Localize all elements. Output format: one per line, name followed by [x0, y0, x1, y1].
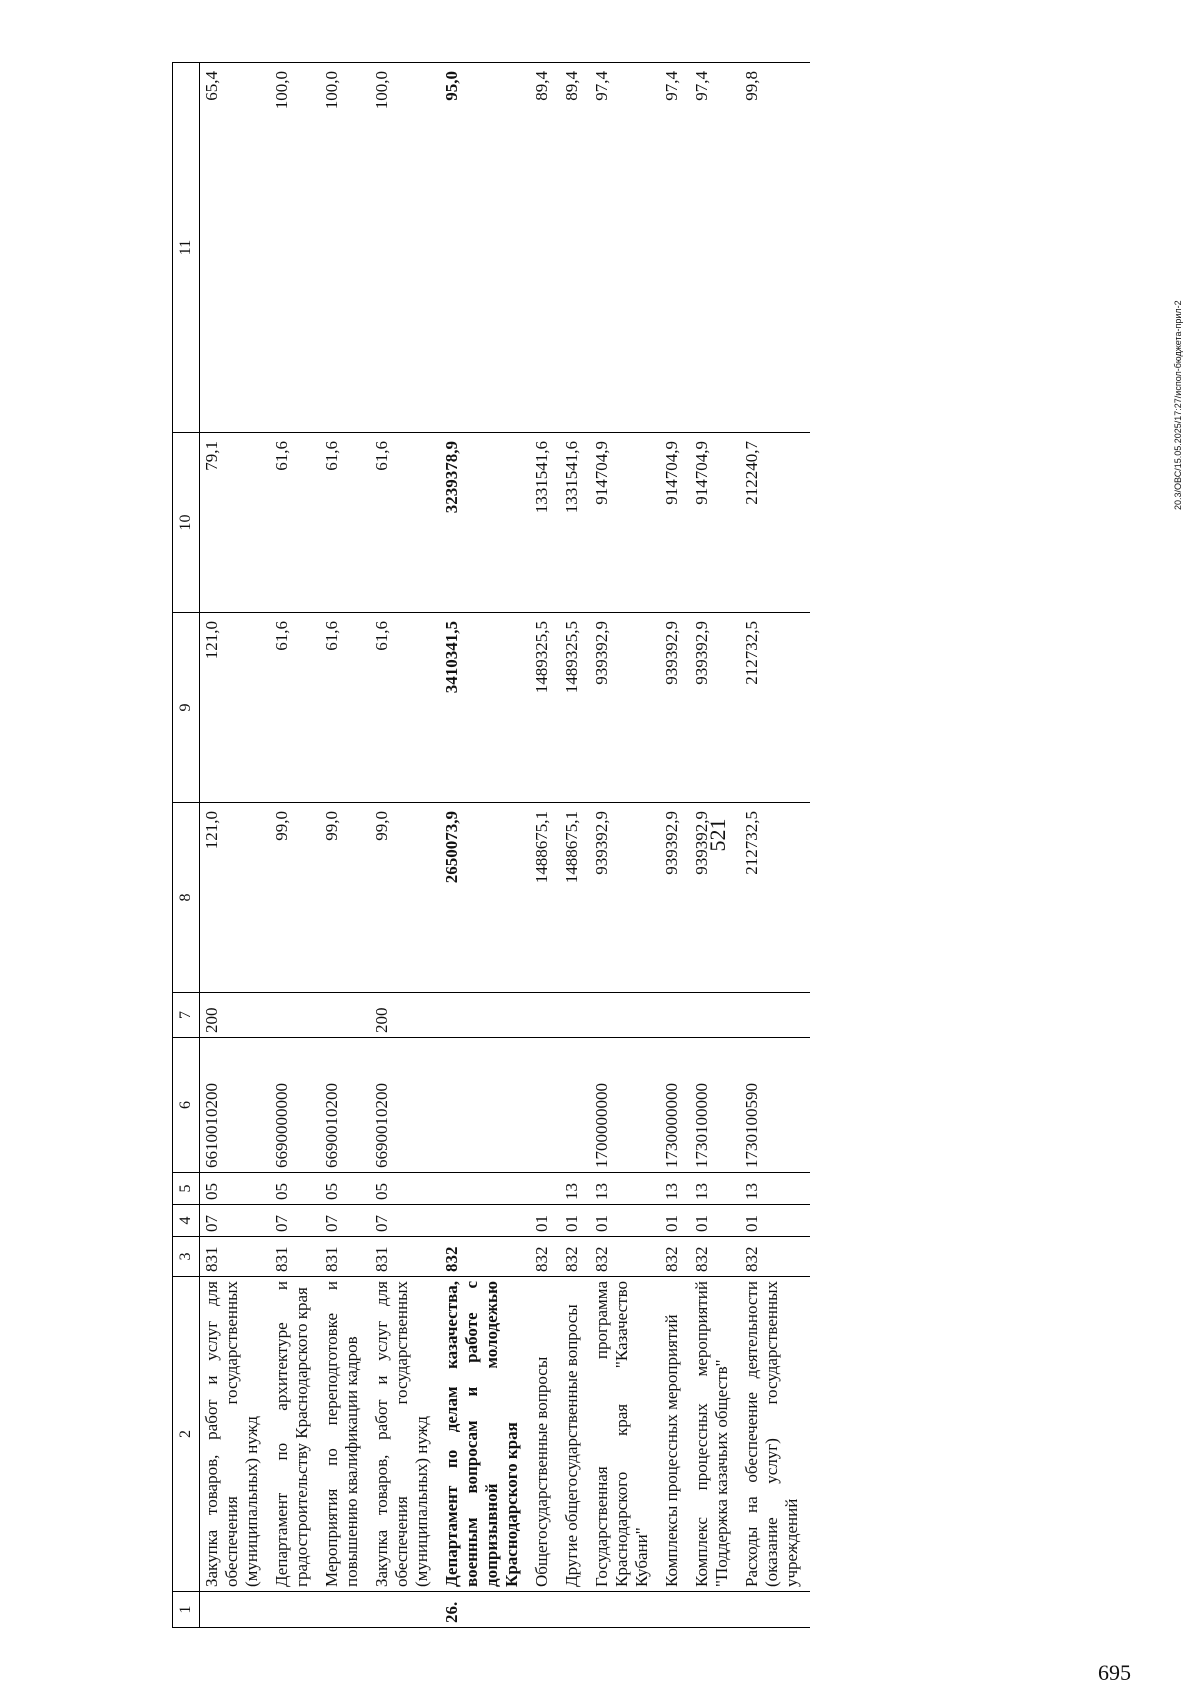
value-col-11: 99,8 — [740, 63, 810, 433]
code-section: 07 — [370, 1205, 440, 1237]
value-col-8: 212732,5 — [740, 803, 810, 993]
code-expense-type — [590, 993, 660, 1038]
value-col-9: 3410341,5 — [440, 613, 530, 803]
value-col-10: 914704,9 — [590, 433, 660, 613]
row-description: Другие общегосударственные вопросы — [560, 1277, 590, 1592]
value-col-11: 100,0 — [370, 63, 440, 433]
code-target-article: 6690010200 — [370, 1038, 440, 1173]
value-col-10: 61,6 — [270, 433, 320, 613]
row-number — [690, 1592, 740, 1628]
table-row — [440, 63, 530, 1628]
code-target-article — [530, 1038, 560, 1173]
code-subsection: 13 — [560, 1173, 590, 1205]
row-description: Департамент по архитектуре и градостроительству Краснодарского края — [270, 1277, 320, 1592]
value-col-10: 1331541,6 — [560, 433, 590, 613]
value-col-8: 99,0 — [270, 803, 320, 993]
code-section: 01 — [740, 1205, 810, 1237]
column-header: 6 — [173, 1038, 200, 1173]
row-number — [590, 1592, 660, 1628]
table-row — [590, 63, 660, 1628]
code-subsection: 05 — [320, 1173, 370, 1205]
row-description: Комплексы процессных мероприятий — [660, 1277, 690, 1592]
table-row — [270, 63, 320, 1628]
table-row — [200, 63, 271, 1628]
value-col-11: 95,0 — [440, 63, 530, 433]
value-col-10: 1331541,6 — [530, 433, 560, 613]
code-subsection: 13 — [740, 1173, 810, 1205]
table-row — [530, 63, 560, 1628]
table-row — [740, 63, 810, 1628]
row-description: Закупка товаров, работ и услуг для обеспечения государственных (муниципальных) нужд — [370, 1277, 440, 1592]
code-expense-type — [530, 993, 560, 1038]
code-subsection — [440, 1173, 530, 1205]
table-row — [690, 63, 740, 1628]
code-subsection — [530, 1173, 560, 1205]
value-col-9: 121,0 — [200, 613, 271, 803]
table-row — [320, 63, 370, 1628]
value-col-11: 65,4 — [200, 63, 271, 433]
value-col-10: 212240,7 — [740, 433, 810, 613]
code-expense-type — [740, 993, 810, 1038]
code-expense-type: 200 — [370, 993, 440, 1038]
code-section: 07 — [200, 1205, 271, 1237]
row-number — [740, 1592, 810, 1628]
code-target-article: 1730100000 — [690, 1038, 740, 1173]
column-header: 1 — [173, 1592, 200, 1628]
code-subsection: 05 — [270, 1173, 320, 1205]
column-header: 9 — [173, 613, 200, 803]
value-col-9: 939392,9 — [590, 613, 660, 803]
value-col-11: 100,0 — [320, 63, 370, 433]
code-ministry: 832 — [560, 1237, 590, 1277]
row-number — [320, 1592, 370, 1628]
document-number: 695 — [1098, 1660, 1131, 1685]
value-col-8: 1488675,1 — [560, 803, 590, 993]
value-col-9: 939392,9 — [660, 613, 690, 803]
column-header: 3 — [173, 1237, 200, 1277]
row-number — [370, 1592, 440, 1628]
row-description: Мероприятия по переподготовке и повышению квалификации кадров — [320, 1277, 370, 1592]
value-col-11: 89,4 — [530, 63, 560, 433]
code-expense-type — [690, 993, 740, 1038]
code-ministry: 832 — [530, 1237, 560, 1277]
column-header: 7 — [173, 993, 200, 1038]
code-target-article — [440, 1038, 530, 1173]
row-description: Расходы на обеспечение деятельности (оказание услуг) государственных учреждений — [740, 1277, 810, 1592]
row-number — [200, 1592, 271, 1628]
value-col-8: 99,0 — [370, 803, 440, 993]
row-number — [270, 1592, 320, 1628]
row-number — [530, 1592, 560, 1628]
row-description: Общегосударственные вопросы — [530, 1277, 560, 1592]
page-number: 521 — [705, 818, 730, 852]
code-ministry: 832 — [440, 1237, 530, 1277]
value-col-11: 100,0 — [270, 63, 320, 433]
code-section: 01 — [660, 1205, 690, 1237]
code-subsection: 13 — [690, 1173, 740, 1205]
table-row — [660, 63, 690, 1628]
code-target-article: 6690010200 — [320, 1038, 370, 1173]
code-expense-type — [440, 993, 530, 1038]
code-ministry: 832 — [590, 1237, 660, 1277]
column-header: 5 — [173, 1173, 200, 1205]
row-description: Государственная программа Краснодарского края "Казачество Кубани" — [590, 1277, 660, 1592]
code-subsection: 13 — [660, 1173, 690, 1205]
value-col-9: 61,6 — [270, 613, 320, 803]
code-target-article: 6610010200 — [200, 1038, 271, 1173]
code-target-article: 1730000000 — [660, 1038, 690, 1173]
value-col-11: 97,4 — [660, 63, 690, 433]
column-header: 2 — [173, 1277, 200, 1592]
code-target-article: 1730100590 — [740, 1038, 810, 1173]
value-col-9: 939392,9 — [690, 613, 740, 803]
row-description: Департамент по делам казачества, военным вопросам и работе с допризывной молодежью Краснодарского края — [440, 1277, 530, 1592]
value-col-9: 1489325,5 — [530, 613, 560, 803]
code-expense-type — [660, 993, 690, 1038]
table-body — [200, 63, 811, 1628]
code-subsection: 05 — [370, 1173, 440, 1205]
code-section: 07 — [320, 1205, 370, 1237]
row-number — [660, 1592, 690, 1628]
table-row — [560, 63, 590, 1628]
code-subsection: 13 — [590, 1173, 660, 1205]
budget-table-wrapper — [172, 63, 1082, 1628]
code-expense-type: 200 — [200, 993, 271, 1038]
value-col-9: 61,6 — [320, 613, 370, 803]
code-subsection: 05 — [200, 1173, 271, 1205]
value-col-10: 914704,9 — [690, 433, 740, 613]
value-col-9: 1489325,5 — [560, 613, 590, 803]
value-col-11: 97,4 — [690, 63, 740, 433]
row-number: 26. — [440, 1592, 530, 1628]
value-col-8: 2650073,9 — [440, 803, 530, 993]
value-col-11: 89,4 — [560, 63, 590, 433]
value-col-10: 914704,9 — [660, 433, 690, 613]
value-col-8: 1488675,1 — [530, 803, 560, 993]
code-target-article — [560, 1038, 590, 1173]
table-row — [370, 63, 440, 1628]
code-ministry: 831 — [320, 1237, 370, 1277]
code-ministry: 832 — [740, 1237, 810, 1277]
value-col-9: 212732,5 — [740, 613, 810, 803]
code-section: 01 — [560, 1205, 590, 1237]
column-header: 10 — [173, 433, 200, 613]
code-expense-type — [270, 993, 320, 1038]
value-col-11: 97,4 — [590, 63, 660, 433]
value-col-8: 121,0 — [200, 803, 271, 993]
code-ministry: 832 — [660, 1237, 690, 1277]
column-header: 8 — [173, 803, 200, 993]
footer-path: 20.3/ОВС/15.05.2025/17:27/испол-бюджета-прил-2 — [1173, 300, 1183, 510]
column-header: 11 — [173, 63, 200, 433]
code-ministry: 831 — [370, 1237, 440, 1277]
row-number — [560, 1592, 590, 1628]
code-expense-type — [560, 993, 590, 1038]
column-header: 4 — [173, 1205, 200, 1237]
value-col-10: 79,1 — [200, 433, 271, 613]
value-col-8: 939392,9 — [660, 803, 690, 993]
code-ministry: 831 — [200, 1237, 271, 1277]
row-description: Закупка товаров, работ и услуг для обеспечения государственных (муниципальных) нужд — [200, 1277, 271, 1592]
code-expense-type — [320, 993, 370, 1038]
code-section: 01 — [590, 1205, 660, 1237]
row-description: Комплекс процессных мероприятий "Поддержка казачьих обществ" — [690, 1277, 740, 1592]
code-section: 01 — [530, 1205, 560, 1237]
code-target-article: 6690000000 — [270, 1038, 320, 1173]
value-col-8: 99,0 — [320, 803, 370, 993]
code-section: 07 — [270, 1205, 320, 1237]
budget-table — [172, 62, 810, 1628]
value-col-8: 939392,9 — [590, 803, 660, 993]
code-ministry: 832 — [690, 1237, 740, 1277]
value-col-10: 61,6 — [320, 433, 370, 613]
value-col-10: 61,6 — [370, 433, 440, 613]
value-col-8: 939392,9 — [690, 803, 740, 993]
code-section — [440, 1205, 530, 1237]
code-ministry: 831 — [270, 1237, 320, 1277]
code-target-article: 1700000000 — [590, 1038, 660, 1173]
table-header-row — [173, 63, 200, 1628]
code-section: 01 — [690, 1205, 740, 1237]
value-col-10: 3239378,9 — [440, 433, 530, 613]
value-col-9: 61,6 — [370, 613, 440, 803]
